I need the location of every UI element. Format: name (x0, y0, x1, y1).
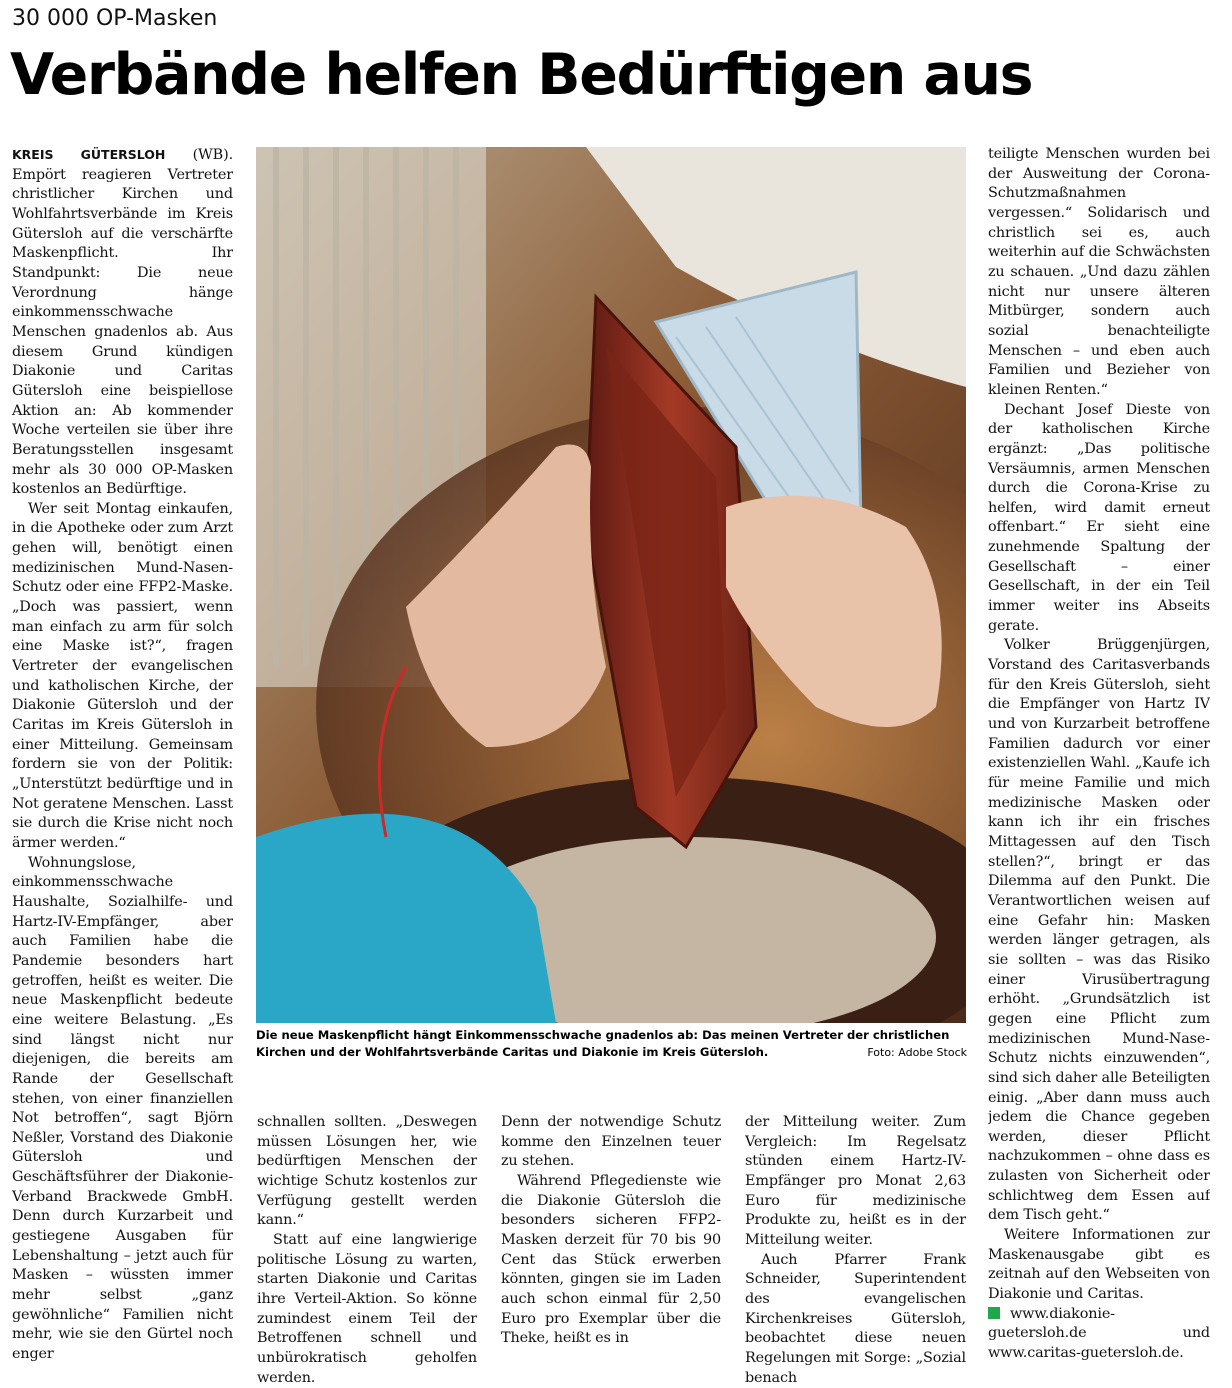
paragraph-lead (12, 145, 233, 500)
paragraph: Volker Brüggenjürgen, Vorstand des Caritasverbands für den Kreis Gütersloh, sieht die Empfänger von Hartz IV und von Kurzarbeit betroffene Familien dadurch vor einer existenziellen Wahl. „Kaufe ich für meine Familie und mich medizinische Masken oder kann ich ihr ein frisches Mittagessen auf den Tisch stellen?“, bringt er das Dilemma auf den Punkt. Die Verantwortlichen weisen auf eine Gefahr hin: Masken werden länger getragen, als sie sollten – was das Risiko einer Virusübertragung erhöht. „Grundsätzlich ist gegen eine Pflicht zum medizinischen Mund-Nase-Schutz nichts einzuwenden“, sind sich daher alle Beteiligten einig. „Aber dann muss auch jedem die Chance gegeben werden, dieser Pflicht nachzukommen – ohne dass es zulasten von Sicherheit oder schlichtweg dem Essen auf dem Tisch geht.“ (988, 637, 1210, 1224)
link-marker-icon (988, 1307, 1000, 1319)
caption-text: Die neue Maskenpflicht hängt Einkommensschwache gnadenlos ab: Das meinen Vertreter der christlichen Kirchen und der Wohlfahrtsverbände Caritas und Diakonie im Kreis Gütersloh. (256, 1028, 950, 1059)
paragraph: der Mitteilung weiter. Zum Vergleich: Im Regelsatz stünden einem Hartz-IV-Empfänger pro Monat 2,63 Euro für medizinische Produkte zu, heißt es in der Mitteilung weiter. (745, 1114, 966, 1248)
paragraph: Wer seit Montag einkaufen, in die Apotheke oder zum Arzt gehen will, benötigt einen medizinischen Mund-Nasen-Schutz oder eine FFP2-Maske. „Doch was passiert, wenn man einfach zu arm für solch eine Maske ist?“, fragen Vertreter der evangelischen und katholischen Kirche, der Diakonie Gütersloh und der Caritas im Kreis Gütersloh in einer Mitteilung. Gemeinsam fordern sie von der Politik: „Unterstützt bedürftige und in Not geratene Menschen. Lasst sie durch die Krise nicht noch ärmer werden.“ (12, 500, 233, 851)
wallet-photo-illustration (256, 147, 966, 1023)
paragraph: Während Pflegedienste wie die Diakonie Gütersloh die besonders sicheren FFP2-Masken derzeit für 70 bis 90 Cent das Stück erwerben könnten, gingen sie im Laden auch schon einmal für 2,50 Euro pro Exemplar über die Theke, heißt es in (501, 1172, 721, 1347)
web-links[interactable]: www.diakonie-guetersloh.de und www.caritas-guetersloh.de. (988, 1305, 1210, 1362)
paragraph: Denn der notwendige Schutz komme den Einzelnen teuer zu stehen. (501, 1114, 721, 1170)
article-column-1 (12, 145, 233, 1383)
paragraph: Weitere Informationen zur Maskenausgabe gibt es zeitnah auf den Webseiten von Diakonie und Caritas. (988, 1227, 1210, 1303)
article-column-4 (745, 1113, 966, 1385)
paragraph: Auch Pfarrer Frank Schneider, Superintendent des evangelischen Kirchenkreises Gütersloh, beobachtet diese neuen Regelungen mit Sorge: „Sozial benach (745, 1251, 966, 1385)
lead-text: (WB). Empört reagieren Vertreter christlicher Kirchen und Wohlfahrtsverbände im Kreis Gütersloh auf die verschärfte Maskenpflicht. Ihr Standpunkt: Die neue Verordnung hänge einkommensschwache Menschen gnadenlos ab. Aus diesem Grund kündigen Diakonie und Caritas Gütersloh eine beispiellose Aktion an: Ab kommender Woche verteilen sie über ihre Beratungsstellen insgesamt mehr als 30 000 OP-Masken kostenlos an Bedürftige. (12, 147, 233, 498)
links-paragraph (988, 1305, 1210, 1364)
paragraph: Statt auf eine langwierige politische Lösung zu warten, starten Diakonie und Caritas ihre Verteil-Aktion. So könne zumindest einem Teil der Betroffenen schnell und unbürokratisch geholfen werden. (257, 1231, 477, 1385)
paragraph: schnallen sollten. „Deswegen müssen Lösungen her, wie bedürftigen Menschen der wichtige Schutz kostenlos zur Verfügung gestellt werden kann.“ (257, 1114, 477, 1229)
paragraph: teiligte Menschen wurden bei der Ausweitung der Corona-Schutzmaßnahmen vergessen.“ Solidarisch und christlich sei es, auch weiterhin auf die Schwächsten zu schauen. „Und dazu zählen nicht nur unsere älteren Mitbürger, sondern auch sozial benachteiligte Menschen – und eben auch Familien und Bezieher von kleinen Renten.“ (988, 146, 1210, 398)
dateline: KREIS GÜTERSLOH (12, 147, 166, 162)
kicker: 30 000 OP-Masken (12, 6, 218, 31)
article-column-2 (257, 1113, 477, 1385)
photo-credit: Foto: Adobe Stock (861, 1044, 967, 1061)
paragraph: Wohnungslose, einkommensschwache Haushalte, Sozialhilfe- und Hartz-IV-Empfänger, aber auch Familien habe die Pandemie besonders hart getroffen, heißt es weiter. Die neue Maskenpflicht bedeute eine weitere Belastung. „Es sind längst nicht nur diejenigen, die bereits am Rande der Gesellschaft stehen, von einer finanziellen Not betroffen“, sagt Björn Neßler, Vorstand des Diakonie Gütersloh und Geschäftsführer der Diakonie-Verband Brackwede GmbH. Denn durch Kurzarbeit und gestiegene Ausgaben für Lebenshaltung – jetzt auch für Masken – wüssten immer mehr selbst „ganz gewöhnliche“ Familien nicht mehr, wie sie den Gürtel noch enger (12, 854, 233, 1363)
photo-caption (256, 1027, 967, 1061)
paragraph: Dechant Josef Dieste von der katholischen Kirche ergänzt: „Das politische Versäumnis, armen Menschen durch die Corona-Krise zu helfen, wird damit erneut offenbart.“ Er sieht eine zunehmende Spaltung der Gesellschaft – einer Gesellschaft, in der ein Teil immer weiter ins Abseits gerate. (988, 401, 1210, 634)
headline: Verbände helfen Bedürftigen aus (10, 42, 1033, 108)
article-photo (256, 147, 966, 1023)
article-column-5 (988, 145, 1210, 1383)
article-column-3 (501, 1113, 721, 1385)
